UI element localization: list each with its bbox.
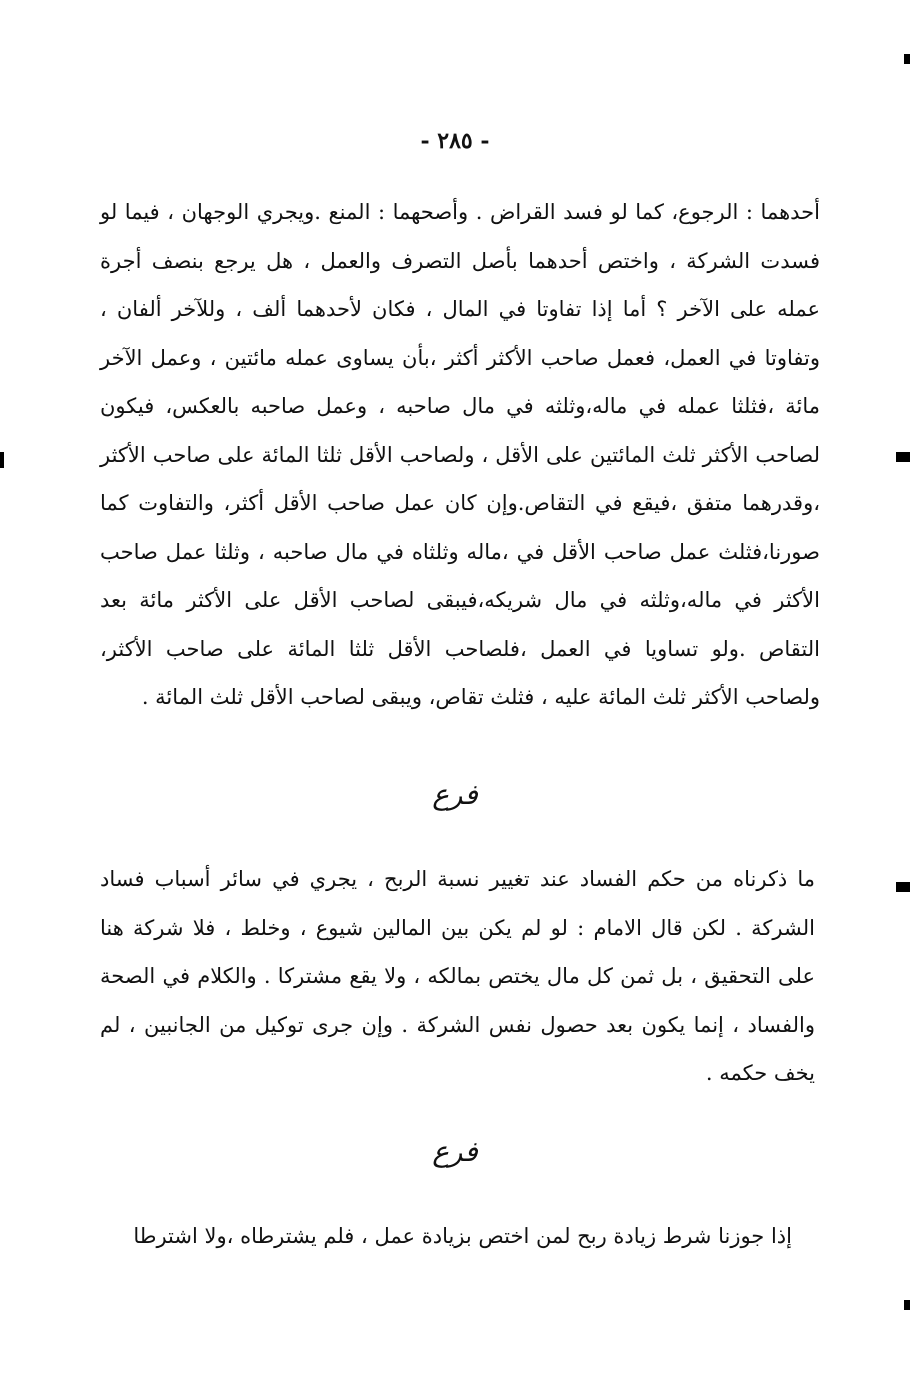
paragraph-1: أحدهما : الرجوع، كما لو فسد القراض . وأصحهما : المنع .ويجري الوجهان ، فيما لو فسدت الشركة ، واختص أحدهما بأصل التصرف والعمل ، هل يرجع بنصف أجرة عمله على الآخر ؟ أما إذا تفاوتا في المال ، فكان لأحدهما ألف ، وللآخر ألفان ، وتفاوتا في العمل، فعمل صاحب الأكثر أكثر ،بأن يساوى عمله مائتين ، وعمل الآخر مائة ،فثلثا عمله في ماله،وثلثه في مال صاحبه ، وعمل صاحبه بالعكس، فيكون لصاحب الأكثر ثلث المائتين على الأقل ، ولصاحب الأقل ثلثا المائة على صاحب الأكثر ،وقدرهما متفق ،فيقع في التقاص.وإن كان عمل صاحب الأقل أكثر، والتفاوت كما صورنا،فثلث عمل صاحب الأقل في ،ماله وثلثاه في مال صاحبه ، وثلثا عمل صاحب الأكثر في ماله،وثلثه في مال شريكه،فيبقى لصاحب الأقل على الأكثر مائة بعد التقاص .ولو تساويا في العمل ،فلصاحب الأقل ثلثا المائة على صاحب الأكثر، ولصاحب الأكثر ثلث المائة عليه ، فثلث تقاص، ويبقى لصاحب الأقل ثلث المائة . bbox=[100, 200, 820, 709]
scan-mark bbox=[896, 882, 910, 892]
scan-mark bbox=[896, 452, 910, 462]
section-heading-2: فرع bbox=[432, 1135, 478, 1168]
page-number: - ٢٨٥ - bbox=[420, 128, 490, 154]
paragraph-3: إذا جوزنا شرط زيادة ربح لمن اختص بزيادة عمل ، فلم يشترطاه ،ولا اشترطا bbox=[133, 1224, 792, 1248]
scan-mark bbox=[904, 1300, 910, 1310]
section-heading-1: فرع bbox=[432, 778, 478, 811]
scan-mark bbox=[904, 54, 910, 64]
paragraph-2: ما ذكرناه من حكم الفساد عند تغيير نسبة الربح ، يجري في سائر أسباب فساد الشركة . لكن قال الامام : لو لم يكن بين المالين شيوع ، وخلط ، فلا شركة هنا على التحقيق ، بل ثمن كل مال يختص بمالكه ، ولا يقع مشتركا . والكلام في الصحة والفساد ، إنما يكون بعد حصول نفس الشركة . وإن جرى توكيل من الجانبين ، لم يخف حكمه . bbox=[100, 867, 815, 1085]
scan-mark bbox=[0, 452, 4, 468]
